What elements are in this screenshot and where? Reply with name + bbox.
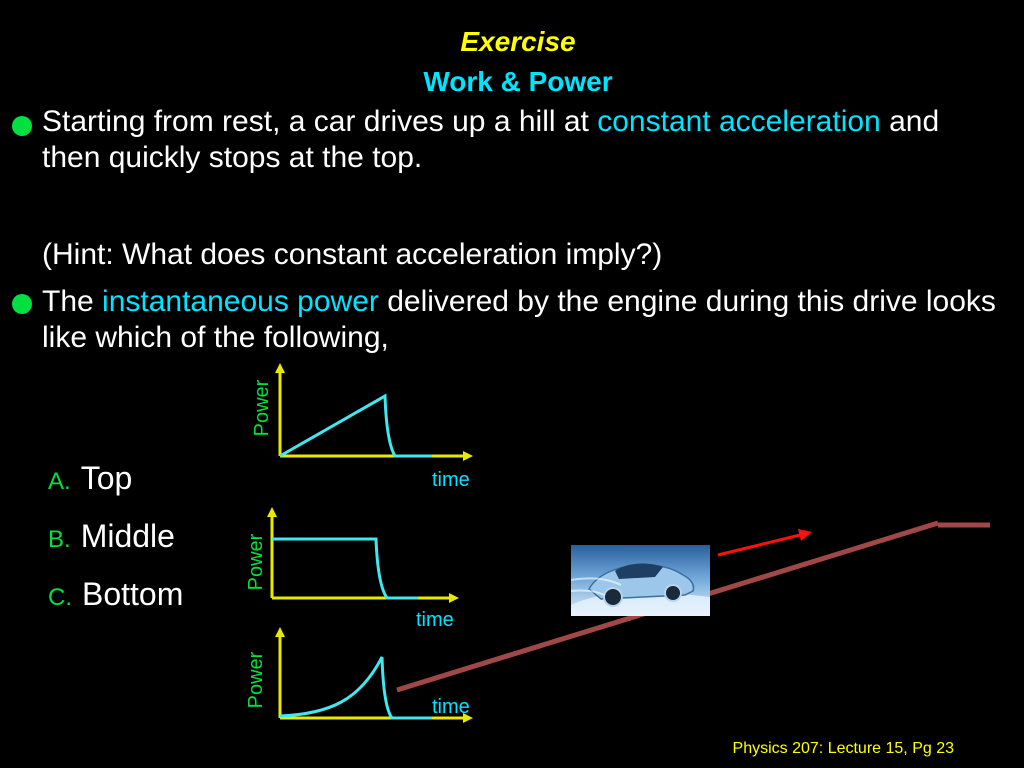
graph-top-y-arrow bbox=[275, 363, 285, 373]
bullet-2-text-post: delivered by the engine during this drive looks like which of the following, bbox=[42, 285, 996, 354]
graph-bottom-xlabel: time bbox=[432, 696, 470, 718]
choice-b-letter: B. bbox=[48, 526, 71, 553]
velocity-arrow-line bbox=[718, 535, 800, 555]
graph-top-ylabel: Power bbox=[251, 379, 273, 437]
slide-subtitle: Work & Power bbox=[423, 66, 613, 97]
bullet-2-text-pre: The bbox=[42, 285, 103, 318]
bullet-2-highlight: instantaneous power bbox=[102, 285, 379, 318]
graph-top bbox=[251, 363, 473, 491]
graph-middle-x-arrow bbox=[449, 593, 459, 603]
graph-middle-ylabel: Power bbox=[245, 533, 267, 591]
footer-page-info: Physics 207: Lecture 15, Pg 23 bbox=[732, 740, 954, 757]
choice-c-letter: C. bbox=[48, 584, 72, 611]
slide-title: Exercise bbox=[460, 26, 576, 57]
choice-c-label: Bottom bbox=[82, 576, 184, 612]
graph-top-curve bbox=[280, 396, 432, 456]
graph-bottom-ylabel: Power bbox=[245, 651, 267, 709]
car-photo bbox=[571, 545, 710, 616]
choice-b-label: Middle bbox=[80, 518, 175, 554]
choice-a-letter: A. bbox=[48, 468, 71, 495]
graph-top-xlabel: time bbox=[432, 469, 470, 491]
bullet-1-highlight: constant acceleration bbox=[597, 105, 881, 138]
graph-middle-y-arrow bbox=[267, 507, 277, 517]
velocity-arrow-head bbox=[798, 529, 812, 541]
car-illustration bbox=[571, 545, 710, 616]
graph-middle bbox=[245, 507, 459, 631]
graph-top-x-arrow bbox=[463, 451, 473, 461]
graph-bottom-y-arrow bbox=[275, 627, 285, 637]
graph-middle-xlabel: time bbox=[416, 609, 454, 631]
choice-a-label: Top bbox=[80, 460, 133, 496]
bullet-1-text-pre: Starting from rest, a car drives up a hill at bbox=[42, 105, 598, 138]
graph-middle-curve bbox=[272, 539, 418, 598]
hint-text: (Hint: What does constant acceleration imply?) bbox=[42, 238, 663, 271]
bullet-1-text-post: and then quickly stops at the top. bbox=[42, 105, 940, 174]
